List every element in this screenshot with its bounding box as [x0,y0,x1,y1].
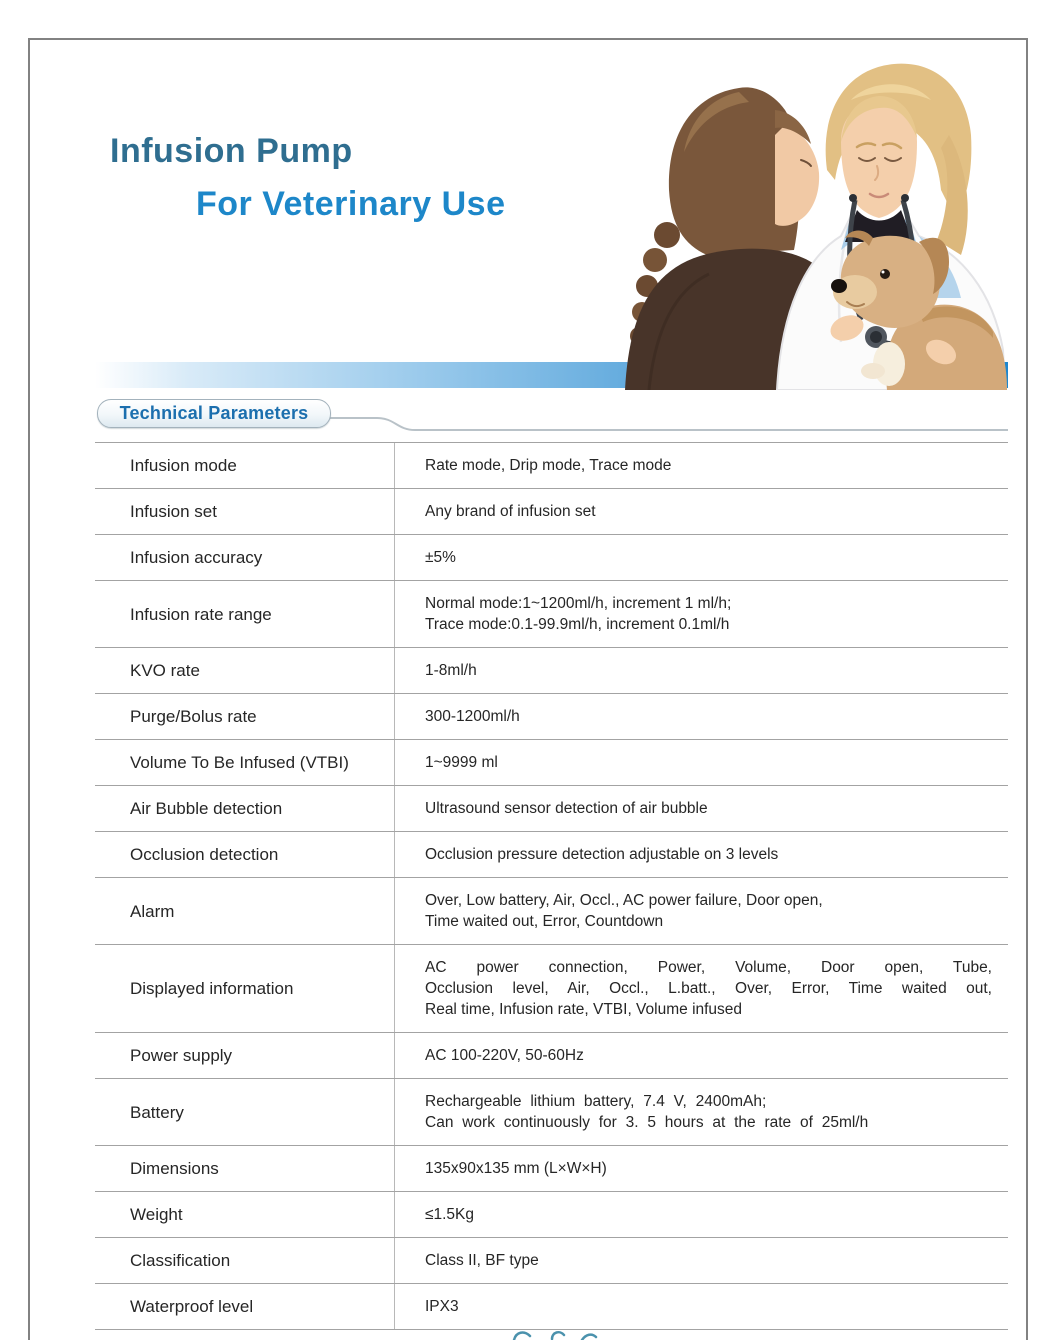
param-value: Ultrasound sensor detection of air bubble [425,800,708,817]
table-row [95,878,1008,945]
param-value: 300-1200ml/h [425,708,520,725]
param-value: 1~9999 ml [425,754,498,771]
table-row [95,443,1008,489]
param-label: KVO rate [95,648,395,693]
param-value: ≤1.5Kg [425,1206,475,1223]
param-label: Purge/Bolus rate [95,694,395,739]
param-value: Over, Low battery, Air, Occl., AC power failure, Door open, Time waited out, Error, Countdown [425,892,823,930]
param-value: AC 100-220V, 50-60Hz [425,1047,584,1064]
param-value: Any brand of infusion set [425,503,596,520]
param-label: Alarm [95,878,395,944]
param-value: 1-8ml/h [425,662,477,679]
param-label: Infusion set [95,489,395,534]
table-row [95,1192,1008,1238]
veterinarian-with-child-and-puppy-photo [588,40,1010,390]
param-label: Infusion mode [95,443,395,488]
table-row [95,740,1008,786]
param-label: Battery [95,1079,395,1145]
param-value: Class II, BF type [425,1252,539,1269]
param-label: Volume To Be Infused (VTBI) [95,740,395,785]
table-row [95,945,1008,1033]
partial-logo-mark [486,1328,626,1340]
table-row [95,581,1008,648]
table-row [95,694,1008,740]
param-value: Rechargeable lithium battery, 7.4 V, 2400mAh; Can work continuously for 3. 5 hours at the rate of 25ml/h [425,1093,869,1131]
table-row [95,535,1008,581]
param-label: Infusion accuracy [95,535,395,580]
param-value: Occlusion pressure detection adjustable on 3 levels [425,846,779,863]
param-value: ±5% [425,549,456,566]
spec-table [95,442,1008,1330]
table-row [95,1033,1008,1079]
table-row [95,1079,1008,1146]
param-value: Normal mode:1~1200ml/h, increment 1 ml/h; Trace mode:0.1-99.9ml/h, increment 0.1ml/h [425,595,732,633]
param-label: Waterproof level [95,1284,395,1329]
param-label: Displayed information [95,945,395,1032]
param-label: Infusion rate range [95,581,395,647]
param-label: Classification [95,1238,395,1283]
table-row [95,648,1008,694]
param-label: Dimensions [95,1146,395,1191]
table-row [95,832,1008,878]
param-value: Rate mode, Drip mode, Trace mode [425,457,672,474]
param-label: Occlusion detection [95,832,395,877]
page-title-line2: For Veterinary Use [196,185,506,223]
table-row [95,489,1008,535]
section-tab-technical-parameters [97,399,331,428]
table-row [95,1146,1008,1192]
table-row [95,1284,1008,1330]
param-value: 135x90x135 mm (L×W×H) [425,1160,607,1177]
table-row [95,1238,1008,1284]
section-tab-label: Technical Parameters [119,403,309,423]
param-label: Air Bubble detection [95,786,395,831]
page-title-line1: Infusion Pump [110,132,353,170]
param-label: Weight [95,1192,395,1237]
param-value: IPX3 [425,1298,459,1315]
param-value: AC power connection, Power, Volume, Door open, Tube, Occlusion level, Air, Occl., L.batt., Over, Error, Time waited out, Real time, Infusion rate, VTBI, Volume infused [425,959,992,1018]
param-label: Power supply [95,1033,395,1078]
table-row [95,786,1008,832]
